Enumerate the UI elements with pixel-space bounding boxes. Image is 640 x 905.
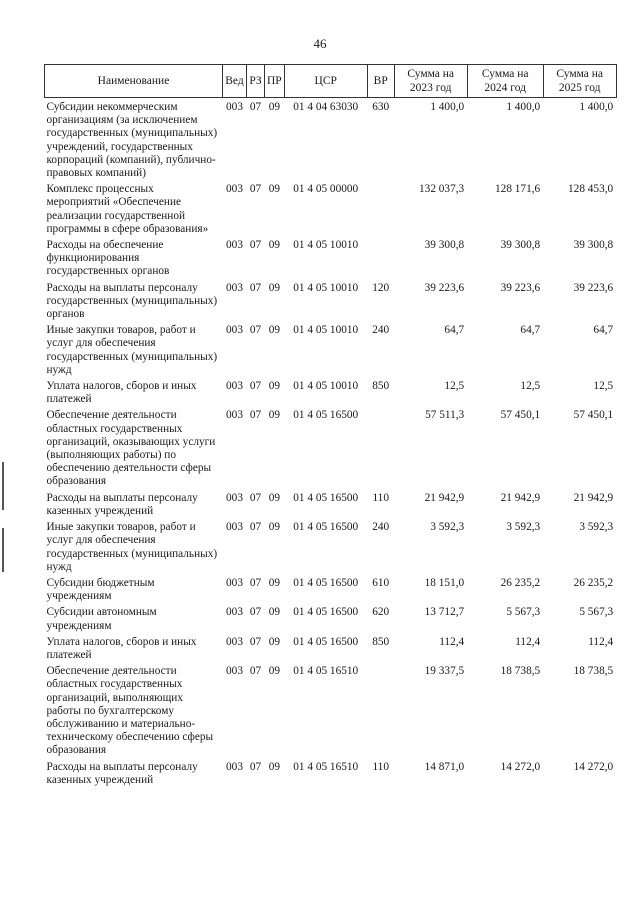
row-pr: 09 [268,606,280,619]
row-vr [367,665,394,760]
row-name: Субсидии некоммерческим организациям (за исключением государственных (муниципальных) учреждений, государственных корпораций (компаний), публично-правовых компаний) [46,101,218,180]
row-name: Расходы на выплаты персоналу казенных учреждений [46,491,198,517]
row-sum-2023: 64,7 [444,324,465,337]
row-csr: 01 4 05 16500 [293,635,359,648]
row-pr: 09 [268,635,280,648]
row-ved: 003 [226,635,243,648]
row-sum-2024: 18 738,5 [500,665,541,678]
row-sum-2025: 128 453,0 [568,183,614,196]
row-ved: 003 [226,324,243,337]
row-sum-2024: 1 400,0 [506,101,541,113]
row-pr: 09 [268,239,280,252]
row-csr: 01 4 05 16510 [293,665,359,678]
row-sum-2025: 112,4 [588,635,614,648]
row-pr: 09 [268,491,280,504]
header-sum-2025: Сумма на 2025 год [543,65,616,98]
header-pr: ПР [265,65,285,98]
row-rz: 07 [249,101,262,113]
row-name: Иные закупки товаров, работ и услуг для обеспечения государственных (муниципальных) нужд [46,324,218,376]
row-vr [367,409,394,491]
row-sum-2025: 21 942,9 [573,491,614,504]
row-sum-2024: 3 592,3 [506,521,541,534]
row-sum-2025: 3 592,3 [579,521,614,534]
row-csr: 01 4 05 16500 [293,409,359,422]
row-ved: 003 [226,101,243,113]
row-sum-2024: 26 235,2 [500,576,541,589]
table-row [45,636,617,665]
table-row [45,606,617,635]
row-ved: 003 [226,183,243,196]
row-sum-2023: 39 223,6 [424,281,465,294]
row-pr: 09 [268,183,280,196]
row-csr: 01 4 05 16500 [293,576,359,589]
row-pr: 09 [268,409,280,422]
row-sum-2023: 18 151,0 [424,576,465,589]
row-ved: 003 [226,521,243,534]
header-csr: ЦСР [284,65,367,98]
row-vr: 120 [372,281,390,294]
row-rz: 07 [249,760,262,773]
header-name: Наименование [45,65,223,98]
row-ved: 003 [226,239,243,252]
table-row [45,409,617,491]
header-vr: ВР [367,65,394,98]
row-sum-2025: 39 223,6 [573,281,614,294]
row-rz: 07 [249,380,262,393]
row-rz: 07 [249,491,262,504]
row-ved: 003 [226,576,243,589]
row-name: Иные закупки товаров, работ и услуг для обеспечения государственных (муниципальных) нужд [46,521,218,573]
row-name: Уплата налогов, сборов и иных платежей [46,380,197,406]
scan-artifact [2,462,4,510]
row-sum-2023: 39 300,8 [424,239,465,252]
row-rz: 07 [249,635,262,648]
table-row [45,239,617,282]
row-name: Комплекс процессных мероприятий «Обеспечение реализации государственной программы в сфере образования» [46,183,209,235]
row-ved: 003 [226,409,243,422]
row-name: Субсидии автономным учреждениям [46,606,157,632]
row-vr: 610 [372,576,390,589]
row-sum-2024: 12,5 [520,380,541,393]
table-row [45,761,617,790]
row-pr: 09 [268,576,280,589]
table-body [45,98,617,790]
row-csr: 01 4 05 10010 [293,281,359,294]
row-sum-2023: 12,5 [444,380,465,393]
page-number: 46 [313,36,327,51]
row-vr: 110 [372,491,389,504]
row-sum-2025: 64,7 [593,324,614,337]
row-csr: 01 4 04 63030 [293,101,359,113]
row-sum-2024: 5 567,3 [506,606,541,619]
row-sum-2023: 13 712,7 [424,606,465,619]
row-csr: 01 4 05 16500 [293,491,359,504]
row-ved: 003 [226,281,243,294]
row-sum-2024: 128 171,6 [495,183,541,196]
row-ved: 003 [226,665,243,678]
table-row [45,98,617,184]
row-vr: 110 [372,760,389,773]
row-rz: 07 [249,665,262,678]
row-sum-2025: 39 300,8 [573,239,614,252]
row-sum-2023: 21 942,9 [424,491,465,504]
table-row [45,521,617,577]
row-sum-2024: 57 450,1 [500,409,541,422]
row-sum-2025: 12,5 [593,380,614,393]
row-sum-2024: 64,7 [520,324,541,337]
row-pr: 09 [268,521,280,534]
row-name: Субсидии бюджетным учреждениям [46,576,155,603]
row-csr: 01 4 05 16500 [293,521,359,534]
row-ved: 003 [226,380,243,393]
row-vr: 240 [372,324,390,337]
row-name: Обеспечение деятельности областных государственных организаций, выполняющих работы по бухгалтерскому обслуживанию и материально-техническому обеспечению сферы образования [46,665,214,757]
row-sum-2023: 132 037,3 [419,183,465,196]
row-pr: 09 [268,281,280,294]
row-sum-2023: 3 592,3 [430,521,465,534]
budget-table [44,64,617,790]
row-sum-2024: 112,4 [515,635,541,648]
row-ved: 003 [226,606,243,619]
header-sum-2024: Сумма на 2024 год [467,65,543,98]
row-sum-2024: 14 272,0 [500,760,541,773]
row-sum-2025: 18 738,5 [573,665,614,678]
table-row [45,183,617,239]
row-pr: 09 [268,760,280,773]
row-vr [367,183,394,239]
row-csr: 01 4 05 16500 [293,606,359,619]
row-vr: 630 [372,101,390,113]
row-name: Обеспечение деятельности областных государственных организаций, оказывающих услуги (выполняющих работы) по обеспечению деятельности сферы образования [46,409,216,488]
row-ved: 003 [226,760,243,773]
row-pr: 09 [268,380,280,393]
row-name: Расходы на выплаты персоналу казенных учреждений [46,760,198,786]
header-ved: Вед [223,65,247,98]
scan-artifact [2,528,4,572]
row-sum-2023: 14 871,0 [424,760,465,773]
row-sum-2025: 26 235,2 [573,576,614,589]
row-sum-2024: 39 300,8 [500,239,541,252]
row-name: Уплата налогов, сборов и иных платежей [46,635,197,661]
row-sum-2025: 1 400,0 [579,101,614,113]
table-row [45,380,617,409]
row-name: Расходы на выплаты персоналу государственных (муниципальных) органов [46,281,218,321]
row-sum-2023: 112,4 [439,635,465,648]
header-sum-2023: Сумма на 2023 год [394,65,467,98]
row-sum-2025: 57 450,1 [573,409,614,422]
row-csr: 01 4 05 00000 [293,183,359,196]
row-csr: 01 4 05 10010 [293,239,359,252]
row-csr: 01 4 05 10010 [293,324,359,337]
table-row [45,282,617,325]
row-pr: 09 [268,665,280,678]
row-pr: 09 [268,101,280,113]
row-sum-2023: 1 400,0 [430,101,465,113]
row-vr: 850 [372,380,390,393]
row-rz: 07 [249,324,262,337]
table-row [45,492,617,521]
row-pr: 09 [268,324,280,337]
row-rz: 07 [249,281,262,294]
row-sum-2024: 21 942,9 [500,491,541,504]
row-rz: 07 [249,409,262,422]
row-rz: 07 [249,521,262,534]
row-vr [367,239,394,282]
row-vr: 850 [372,635,390,648]
row-ved: 003 [226,491,243,504]
row-rz: 07 [249,576,262,589]
header-rz: РЗ [247,65,265,98]
table-header-row [45,65,617,98]
row-sum-2023: 57 511,3 [425,409,465,422]
row-csr: 01 4 05 16510 [293,760,359,773]
row-sum-2024: 39 223,6 [500,281,541,294]
table-row [45,324,617,380]
row-sum-2023: 19 337,5 [424,665,465,678]
row-vr: 620 [372,606,390,619]
row-sum-2025: 5 567,3 [579,606,614,619]
table-row [45,577,617,606]
row-sum-2025: 14 272,0 [573,760,614,773]
row-name: Расходы на обеспечение функционирования государственных органов [46,239,170,278]
row-rz: 07 [249,239,262,252]
row-rz: 07 [249,183,262,196]
table-row [45,665,617,760]
row-vr: 240 [372,521,390,534]
row-rz: 07 [249,606,262,619]
row-csr: 01 4 05 10010 [293,380,359,393]
